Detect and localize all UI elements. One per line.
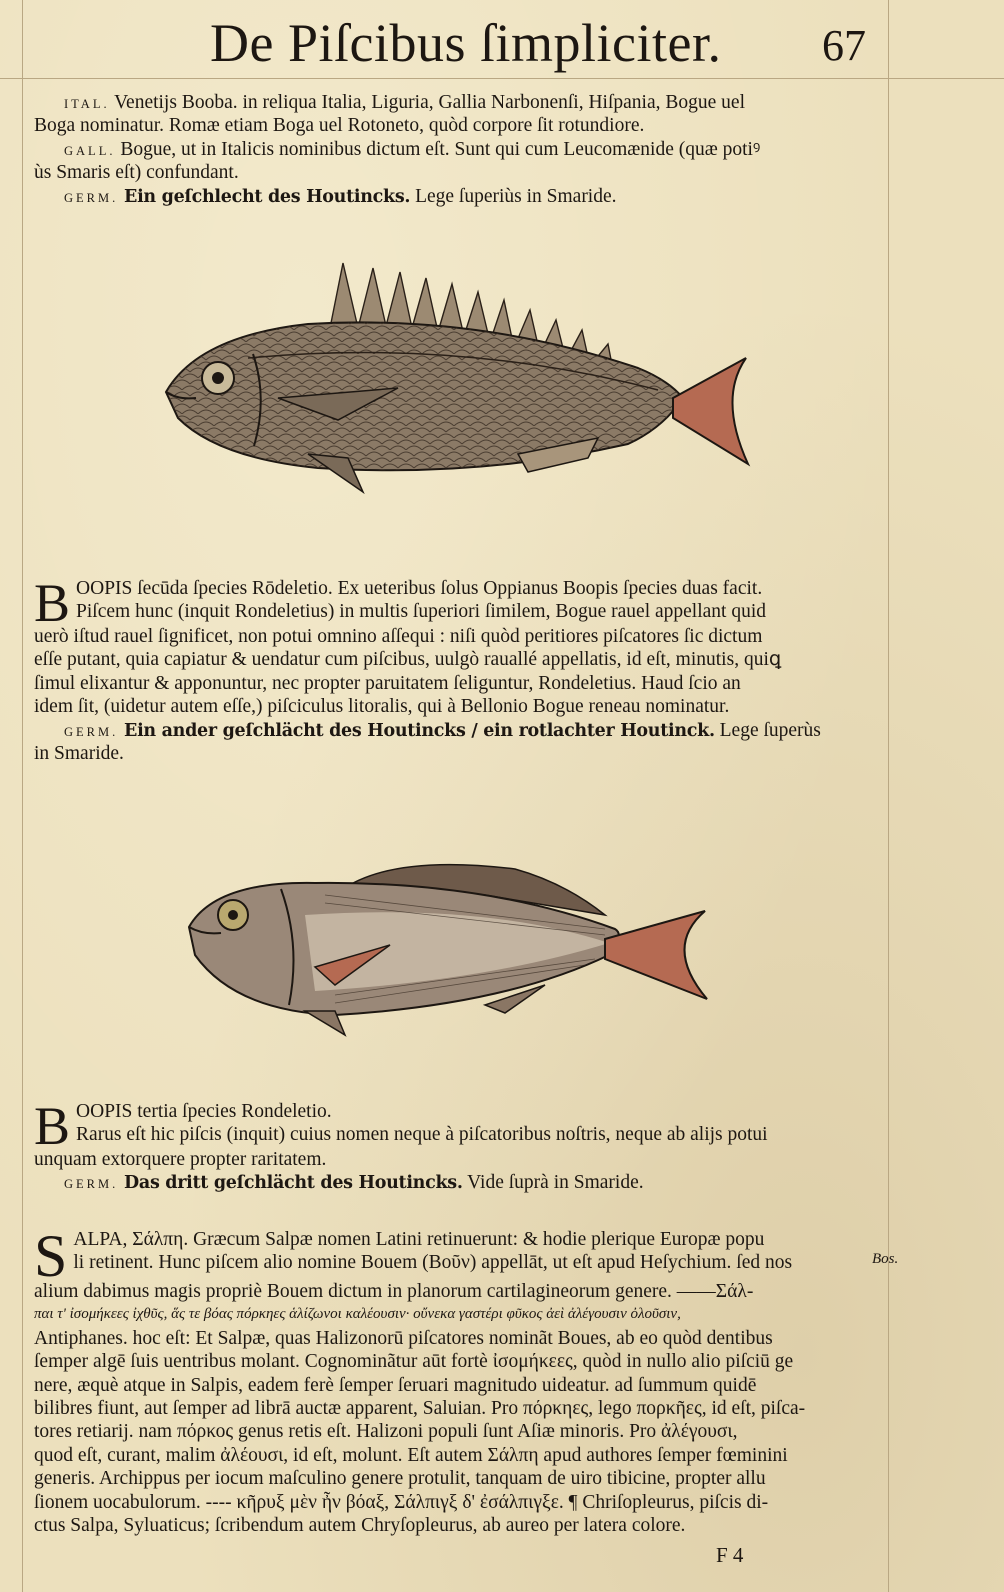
text-line: OOPIS ſecūda ſpecies Rōdeletio. Ex ueteribus ſolus Oppianus Boopis ſpecies duas facit.	[76, 578, 763, 599]
text-line: GERM. Das dritt geſchlächt des Houtincks. Vide ſuprà in Smaride.	[64, 1172, 644, 1194]
drop-cap: B	[34, 1096, 71, 1156]
marginal-note: Bos.	[872, 1251, 899, 1267]
fish-illustration-boops-third	[185, 855, 715, 1050]
text-line: GALL. Bogue, ut in Italicis nominibus dictum eſt. Sunt qui cum Leucomænide (quæ potiꝰ	[64, 138, 761, 160]
boopis-second-text	[34, 573, 884, 765]
fish-illustration-boops-second	[158, 258, 758, 508]
text-line: ſionem uocabulorum. ---- κῆρυξ μὲν ἦν βόαξ, Σάλπιγξ δ' ἐσάλπιγξε. ¶ Chriſopleurus, piſcis di-	[34, 1491, 769, 1513]
drop-cap: B	[34, 573, 71, 633]
text-line: bilibres fiunt, aut ſemper ad librā auctæ apparent, Saluian. Pro πόρκηες, lego πορκῆες, id eſt, piſca-	[34, 1397, 806, 1419]
left-margin-rule	[22, 0, 23, 1592]
drop-cap: S	[34, 1223, 68, 1289]
greek-verse-line: παι τ' ἰσομήκεες ἰχθῦς, ἅς τε βόας πόρκηες ἁλίζωνοι καλέουσιν· οὔνεκα γαστέρι φῦκος ἀεὶ ἀλέγουσιν ὀλοῦσιν,	[34, 1306, 681, 1323]
tail-fin	[605, 911, 707, 999]
text-line: GERM. Ein geſchlecht des Houtincks. Lege ſuperiùs in Smaride.	[64, 185, 617, 207]
right-margin-rule	[888, 0, 889, 1592]
text-line: OOPIS tertia ſpecies Rondeletio.	[76, 1101, 332, 1122]
text-line: generis. Archippus per iocum maſculino genere protulit, tanquam de uiro tibicine, propter allu	[34, 1468, 766, 1490]
text-line: ITAL. Venetijs Booba. in reliqua Italia, Liguria, Gallia Narbonenſi, Hiſpania, Bogue uel	[64, 92, 745, 113]
text-line: alium dabimus magis propriè Bouem dictum in planorum cartilagineorum genere. ——Σάλ-	[34, 1281, 754, 1302]
tail-fin	[673, 358, 748, 464]
running-title: De Piſcibus ſimpliciter.	[210, 13, 722, 73]
text-line: eſſe putant, quia capiatur & uendatur cum piſcibus, uulgò rauallé appellatis, id eſt, minutis, quiꝗ	[34, 649, 782, 671]
text-line: GERM. Ein ander geſchlächt des Houtincks / ein rotlachter Houtinck. Lege ſuperùs	[64, 719, 821, 741]
text-line: ſemper algē ſuis uentribus molant. Cognominãtur aūt fortè ἰσομήκεες, quòd in nullo alio piſciū ge	[34, 1351, 794, 1373]
text-line: Boga nominatur. Romæ etiam Boga uel Rotoneto, quòd corpore ſit rotundiore.	[34, 115, 645, 137]
text-line: uerò iſtud rauel ſignificet, non potui omnino aſſequi : niſi quòd peritiores piſcatores ſic dictum	[34, 626, 763, 647]
text-line: in Smaride.	[34, 742, 124, 764]
text-line: ſimul elixantur & apponuntur, nec propter paruitatem ſeliguntur, Rondeletius. Haud ſcio an	[34, 672, 741, 694]
text-line: ùs Smaris eſt) confundant.	[34, 162, 239, 184]
page-number: 67	[822, 21, 866, 70]
text-line: tores retiarij. nam πόρκος genus retis eſt. Halizoni populi ſunt Aſiæ minoris. Pro ἀλέγουσι,	[34, 1421, 738, 1443]
text-line: ALPA, Σάλπη. Græcum Salpæ nomen Latini retinuerunt: & hodie plerique Europæ popu	[73, 1229, 765, 1250]
text-line: idem ſit, (uidetur autem eſſe,) piſciculus litoralis, qui à Bellonio Bogue reneau nominatur.	[34, 696, 730, 718]
text-line: Rarus eſt hic piſcis (inquit) cuius nomen neque à piſcatoribus noſtris, neque ab alijs potui	[76, 1124, 768, 1146]
text-line: nere, æquè atque in Salpis, eadem ferè ſemper ſeruari magnitudo uideatur. ad ſummum quidē	[34, 1374, 757, 1396]
page-header	[0, 4, 1004, 80]
boopis-first-text	[34, 91, 884, 208]
boopis-third-text	[34, 1096, 884, 1195]
text-line: quod eſt, curant, malim ἀλέουσι, id eſt, molunt. Eſt autem Σάλπη apud authores ſemper fœminini	[34, 1444, 788, 1466]
salpa-text	[34, 1223, 884, 1537]
signature-mark: F 4	[716, 1543, 744, 1567]
text-line: Antiphanes. hoc eſt: Et Salpæ, quas Halizonorū piſcatores nominãt Boues, ab eo quòd dentibus	[34, 1327, 773, 1349]
text-line: ctus Salpa, Syluaticus; ſcribendum autem Chryſopleurus, ab aureo per latera colore.	[34, 1514, 686, 1536]
text-line: unquam extorquere propter raritatem.	[34, 1149, 327, 1170]
text-line: li retinent. Hunc piſcem alio nomine Bouem (Βοῦν) appellāt, ut eſt apud Heſychium. ſed nos	[73, 1252, 793, 1274]
text-line: Piſcem hunc (inquit Rondeletius) in multis ſuperiori ſimilem, Bogue rauel appellant quid	[76, 601, 766, 623]
